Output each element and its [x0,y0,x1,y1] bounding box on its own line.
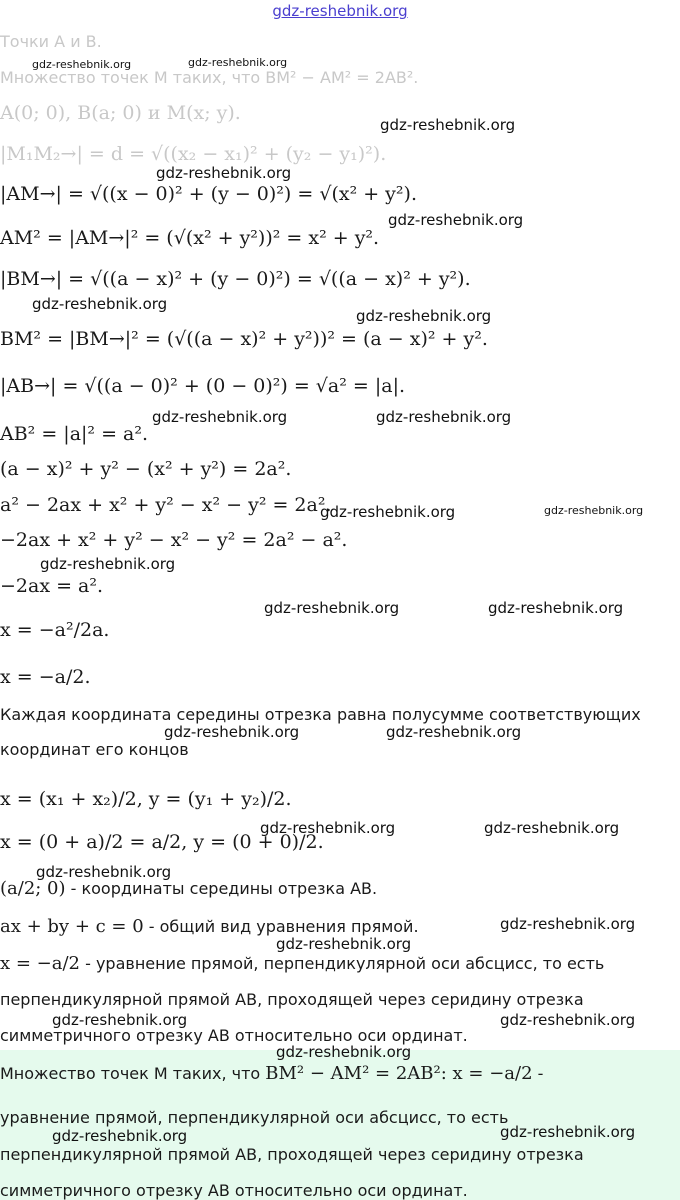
answer-line-3: перпендикулярной прямой AB, проходящей через серидину отрезка [0,1145,584,1164]
answer-text-1: Множество точек M таких, что [0,1064,266,1083]
given-points: Точки A и B. [0,32,102,51]
watermark: gdz-reshebnik.org [386,723,522,741]
bm-squared: BM² = |BM→|² = (√((a − x)² + y²))² = (a − x)² + y². [0,328,488,350]
watermark: gdz-reshebnik.org [500,1011,636,1029]
watermark: gdz-reshebnik.org [544,504,644,517]
midpoint-calc: x = (0 + a)/2 = a/2, y = (0 + 0)/2. [0,831,324,853]
distance-formula: |M₁M₂→| = d = √((x₂ − x₁)² + (y₂ − y₁)²). [0,143,387,165]
watermark: gdz-reshebnik.org [264,599,400,617]
watermark: gdz-reshebnik.org [40,555,176,573]
midpoint-formula: x = (x₁ + x₂)/2, y = (y₁ + y₂)/2. [0,788,292,810]
watermark: gdz-reshebnik.org [320,503,456,521]
equation-1: (a − x)² + y² − (x² + y²) = 2a². [0,458,292,480]
watermark: gdz-reshebnik.org [164,723,300,741]
equation-6: x = −a/2. [0,666,91,688]
watermark: gdz-reshebnik.org [32,58,132,71]
vector-ab-length: |AB→| = √((a − 0)² + (0 − 0)²) = √a² = |a|. [0,375,406,397]
watermark: gdz-reshebnik.org [484,819,620,837]
coords-setup: A(0; 0), B(a; 0) и M(x; y). [0,102,241,124]
watermark: gdz-reshebnik.org [276,935,412,953]
answer-formula: BM² − AM² = 2AB²: x = −a/2 [265,1063,533,1084]
watermark: gdz-reshebnik.org [52,1011,188,1029]
equation-3: −2ax + x² + y² − x² − y² = 2a² − a². [0,529,348,551]
line-general [0,918,419,936]
line-general-eq: ax + by + c = 0 [0,916,144,937]
watermark: gdz-reshebnik.org [32,295,168,313]
ab-squared: AB² = |a|² = a². [0,423,149,445]
watermark: gdz-reshebnik.org [188,56,288,69]
watermark: gdz-reshebnik.org [488,599,624,617]
watermark: gdz-reshebnik.org [260,819,396,837]
line-eq-formula: x = −a/2 [0,953,81,974]
midpoint-rule-line-1: Каждая координата середины отрезка равна полусумме соответствующих [0,705,641,724]
midpoint-result-coords: (a/2; 0) [0,878,66,899]
watermark: gdz-reshebnik.org [500,1123,636,1141]
line-eq-text-3: симметричного отрезку AB относительно оси ординат. [0,1026,468,1045]
equation-4: −2ax = a². [0,575,104,597]
midpoint-result-text: - координаты середины отрезка AB. [65,879,378,898]
line-general-text: - общий вид уравнения прямой. [143,917,419,936]
watermark: gdz-reshebnik.org [152,408,288,426]
watermark: gdz-reshebnik.org [276,1043,412,1061]
watermark: gdz-reshebnik.org [356,307,492,325]
watermark: gdz-reshebnik.org [52,1127,188,1145]
answer-line-1 [0,1065,543,1083]
line-eq-text: - уравнение прямой, перпендикулярной оси абсцисс, то есть [80,954,605,973]
equation-2: a² − 2ax + x² + y² − x² − y² = 2a². [0,494,332,516]
watermark: gdz-reshebnik.org [156,164,292,182]
answer-line-2: уравнение прямой, перпендикулярной оси абсцисс, то есть [0,1108,509,1127]
am-squared: AM² = |AM→|² = (√(x² + y²))² = x² + y². [0,227,380,249]
midpoint-result [0,880,377,898]
answer-tail: - [532,1064,544,1083]
watermark: gdz-reshebnik.org [388,211,524,229]
watermark: gdz-reshebnik.org [500,915,636,933]
midpoint-rule-line-2: координат его концов [0,740,189,759]
vector-bm-length: |BM→| = √((a − x)² + (y − 0)²) = √((a − x)² + y²). [0,268,471,290]
equation-5: x = −a²/2a. [0,619,110,641]
condition: Множество точек M таких, что BM² − AM² = 2AB². [0,68,419,87]
watermark: gdz-reshebnik.org [36,863,172,881]
line-eq-text-2: перпендикулярной прямой AB, проходящей через серидину отрезка [0,990,584,1009]
watermark: gdz-reshebnik.org [380,116,516,134]
answer-line-4: симметричного отрезку AB относительно оси ординат. [0,1181,468,1200]
site-link[interactable]: gdz-reshebnik.org [272,2,408,20]
watermark: gdz-reshebnik.org [376,408,512,426]
line-eq [0,955,604,973]
vector-am-length: |AM→| = √((x − 0)² + (y − 0)²) = √(x² + y²). [0,183,417,205]
